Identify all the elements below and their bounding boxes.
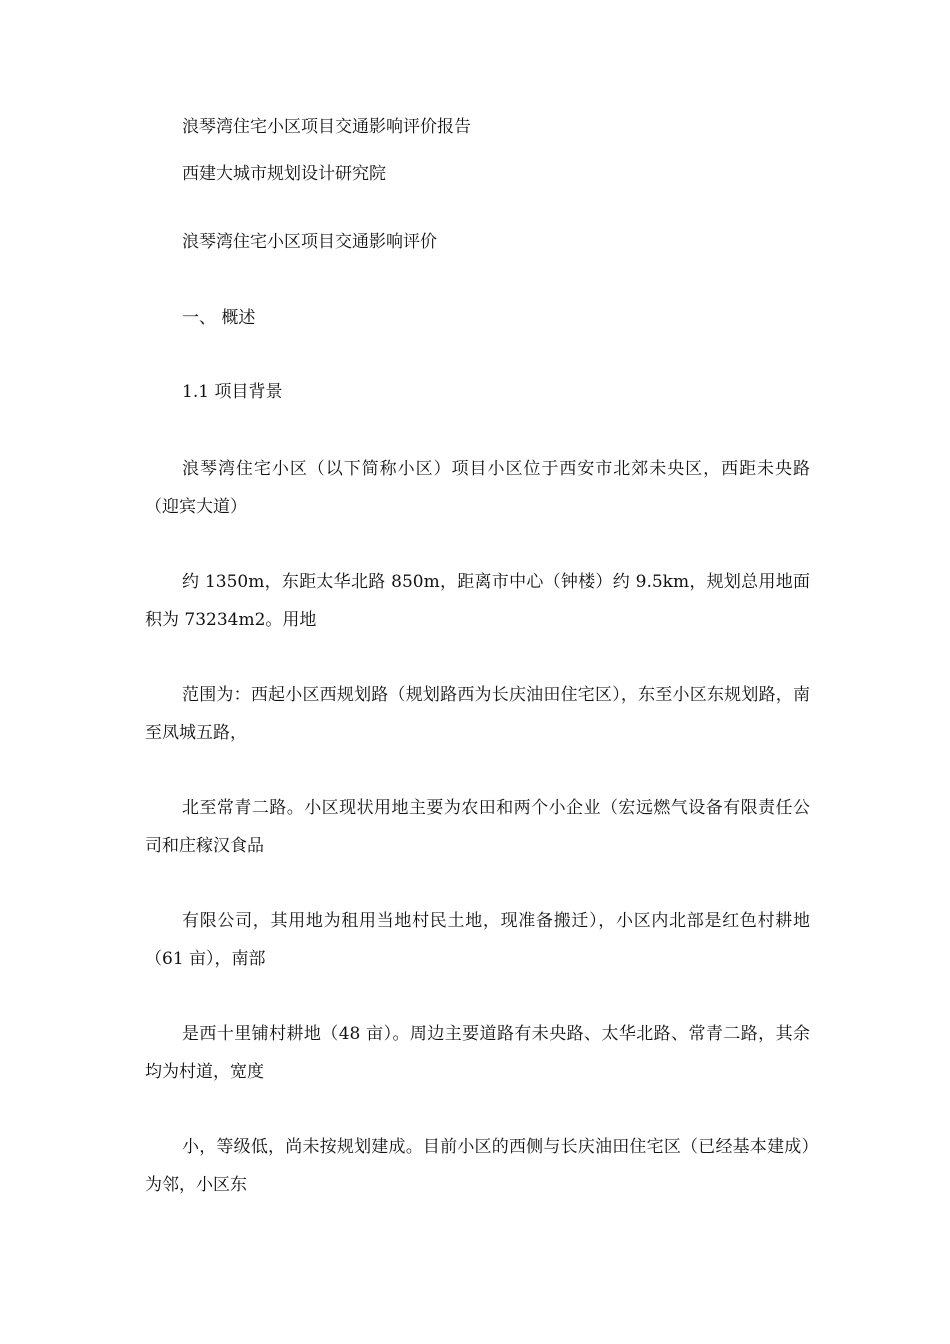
section-heading: 一、 概述 xyxy=(182,308,256,328)
body-paragraph: 浪琴湾住宅小区（以下简称小区）项目小区位于西安市北郊未央区，西距未央路（迎宾大道） xyxy=(145,459,810,517)
report-title: 浪琴湾住宅小区项目交通影响评价报告 xyxy=(182,117,471,137)
author-institute: 西建大城市规划设计研究院 xyxy=(182,164,386,184)
body-paragraph: 是西十里铺村耕地（48 亩）。周边主要道路有未央路、太华北路、常青二路，其余均为村道，宽度 xyxy=(145,1024,810,1082)
subsection-heading: 1.1 项目背景 xyxy=(182,382,283,402)
body-paragraph: 北至常青二路。小区现状用地主要为农田和两个小企业（宏远燃气设备有限责任公司和庄稼汉食品 xyxy=(145,798,810,856)
body-paragraph: 约 1350m，东距太华北路 850m，距离市中心（钟楼）约 9.5km，规划总用地面积为 73234m2。用地 xyxy=(145,572,810,630)
body-paragraph: 范围为：西起小区西规划路（规划路西为长庆油田住宅区），东至小区东规划路，南至凤城五路， xyxy=(145,685,810,743)
body-paragraph: 有限公司，其用地为租用当地村民土地，现准备搬迁），小区内北部是红色村耕地（61 亩），南部 xyxy=(145,911,810,969)
document-subtitle: 浪琴湾住宅小区项目交通影响评价 xyxy=(182,232,437,252)
body-paragraph: 小，等级低，尚未按规划建成。目前小区的西侧与长庆油田住宅区（已经基本建成）为邻，小区东 xyxy=(145,1137,810,1195)
